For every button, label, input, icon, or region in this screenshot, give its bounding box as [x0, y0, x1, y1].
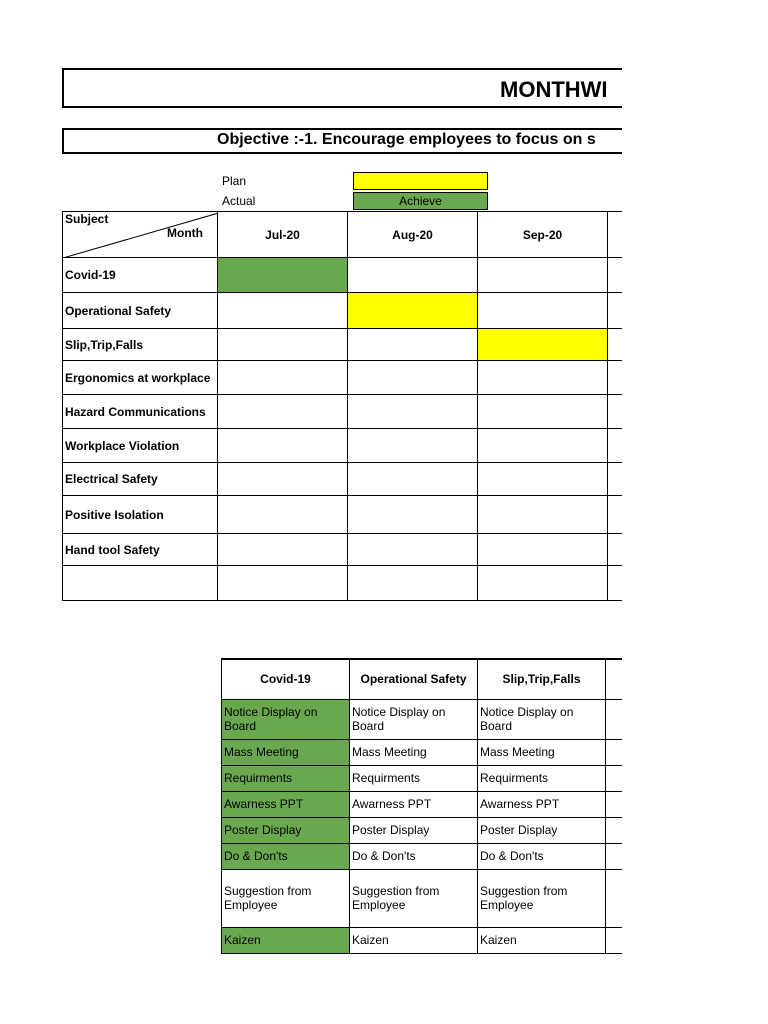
activity-cell[interactable]: Requirments: [350, 765, 478, 791]
subject-cell[interactable]: Operational Safety: [63, 293, 218, 329]
month-header: Jul-20: [218, 212, 348, 258]
month-cell[interactable]: [348, 361, 478, 395]
month-cell[interactable]: [218, 496, 348, 534]
activity-cell[interactable]: Awarness PPT: [478, 791, 606, 817]
subject-cell[interactable]: Positive Isolation: [63, 496, 218, 534]
month-cell[interactable]: [218, 329, 348, 361]
activity-cell[interactable]: Do & Don'ts: [478, 843, 606, 869]
activity-cell[interactable]: Suggestion from Employee: [478, 869, 606, 927]
month-cell[interactable]: [218, 395, 348, 429]
month-cell[interactable]: [478, 496, 608, 534]
activity-cell[interactable]: Notice Display on Board: [478, 699, 606, 739]
activity-cell[interactable]: Mass Meeting: [478, 739, 606, 765]
month-cell[interactable]: [348, 463, 478, 496]
month-cell[interactable]: [218, 534, 348, 566]
legend-actual-swatch: Achieve: [353, 192, 488, 210]
subject-cell[interactable]: Slip,Trip,Falls: [63, 329, 218, 361]
month-cell[interactable]: [218, 463, 348, 496]
activity-cell[interactable]: Requirments: [478, 765, 606, 791]
activity-cell[interactable]: Do & Don'ts: [222, 843, 350, 869]
month-cell[interactable]: [218, 293, 348, 329]
month-header: Aug-20: [348, 212, 478, 258]
subject-cell[interactable]: Workplace Violation: [63, 429, 218, 463]
activity-cell[interactable]: Kaizen: [222, 927, 350, 953]
activity-cell[interactable]: Requirments: [222, 765, 350, 791]
subject-cell[interactable]: Ergonomics at workplace: [63, 361, 218, 395]
month-cell[interactable]: [348, 395, 478, 429]
month-cell[interactable]: [348, 534, 478, 566]
legend-plan-label: Plan: [222, 174, 247, 188]
month-cell[interactable]: [478, 329, 608, 361]
activity-cell[interactable]: Poster Display: [350, 817, 478, 843]
activity-cell[interactable]: Suggestion from Employee: [222, 869, 350, 927]
subject-month-corner-cell: [63, 212, 218, 258]
month-cell[interactable]: [218, 258, 348, 293]
month-cell[interactable]: [478, 429, 608, 463]
month-cell[interactable]: [348, 258, 478, 293]
activity-cell[interactable]: Poster Display: [222, 817, 350, 843]
month-cell[interactable]: [478, 534, 608, 566]
page-title: MONTHWI: [500, 77, 608, 102]
month-cell[interactable]: [348, 429, 478, 463]
month-cell[interactable]: [348, 293, 478, 329]
activity-header: Operational Safety: [350, 659, 478, 699]
month-cell[interactable]: [478, 463, 608, 496]
viewport-clip: [622, 0, 768, 1024]
activity-cell[interactable]: Kaizen: [350, 927, 478, 953]
activity-cell[interactable]: Notice Display on Board: [222, 699, 350, 739]
activity-cell[interactable]: Awarness PPT: [222, 791, 350, 817]
activity-cell[interactable]: Awarness PPT: [350, 791, 478, 817]
subject-cell[interactable]: Covid-19: [63, 258, 218, 293]
month-cell[interactable]: [218, 429, 348, 463]
activity-cell[interactable]: Kaizen: [478, 927, 606, 953]
month-cell[interactable]: [348, 329, 478, 361]
month-cell[interactable]: [218, 361, 348, 395]
month-cell[interactable]: [348, 496, 478, 534]
activity-cell[interactable]: Poster Display: [478, 817, 606, 843]
corner-subject-label: Subject: [65, 212, 109, 226]
legend-actual-label: Actual: [222, 194, 256, 208]
activity-cell[interactable]: Notice Display on Board: [350, 699, 478, 739]
corner-month-label: Month: [167, 226, 203, 240]
subject-cell[interactable]: Hazard Communications: [63, 395, 218, 429]
month-cell[interactable]: [478, 395, 608, 429]
month-cell[interactable]: [478, 566, 608, 601]
activity-header: Covid-19: [222, 659, 350, 699]
month-cell[interactable]: [348, 566, 478, 601]
month-header: Sep-20: [478, 212, 608, 258]
subject-cell[interactable]: Hand tool Safety: [63, 534, 218, 566]
month-cell[interactable]: [218, 566, 348, 601]
month-cell[interactable]: [478, 258, 608, 293]
activity-cell[interactable]: Do & Don'ts: [350, 843, 478, 869]
month-cell[interactable]: [478, 293, 608, 329]
activity-header: Slip,Trip,Falls: [478, 659, 606, 699]
objective-text: Objective :-1. Encourage employees to focus on s: [217, 131, 596, 148]
legend-plan-swatch: [353, 172, 488, 190]
month-cell[interactable]: [478, 361, 608, 395]
activity-cell[interactable]: Mass Meeting: [222, 739, 350, 765]
subject-cell[interactable]: [63, 566, 218, 601]
activity-cell[interactable]: Mass Meeting: [350, 739, 478, 765]
activity-cell[interactable]: Suggestion from Employee: [350, 869, 478, 927]
subject-cell[interactable]: Electrical Safety: [63, 463, 218, 496]
